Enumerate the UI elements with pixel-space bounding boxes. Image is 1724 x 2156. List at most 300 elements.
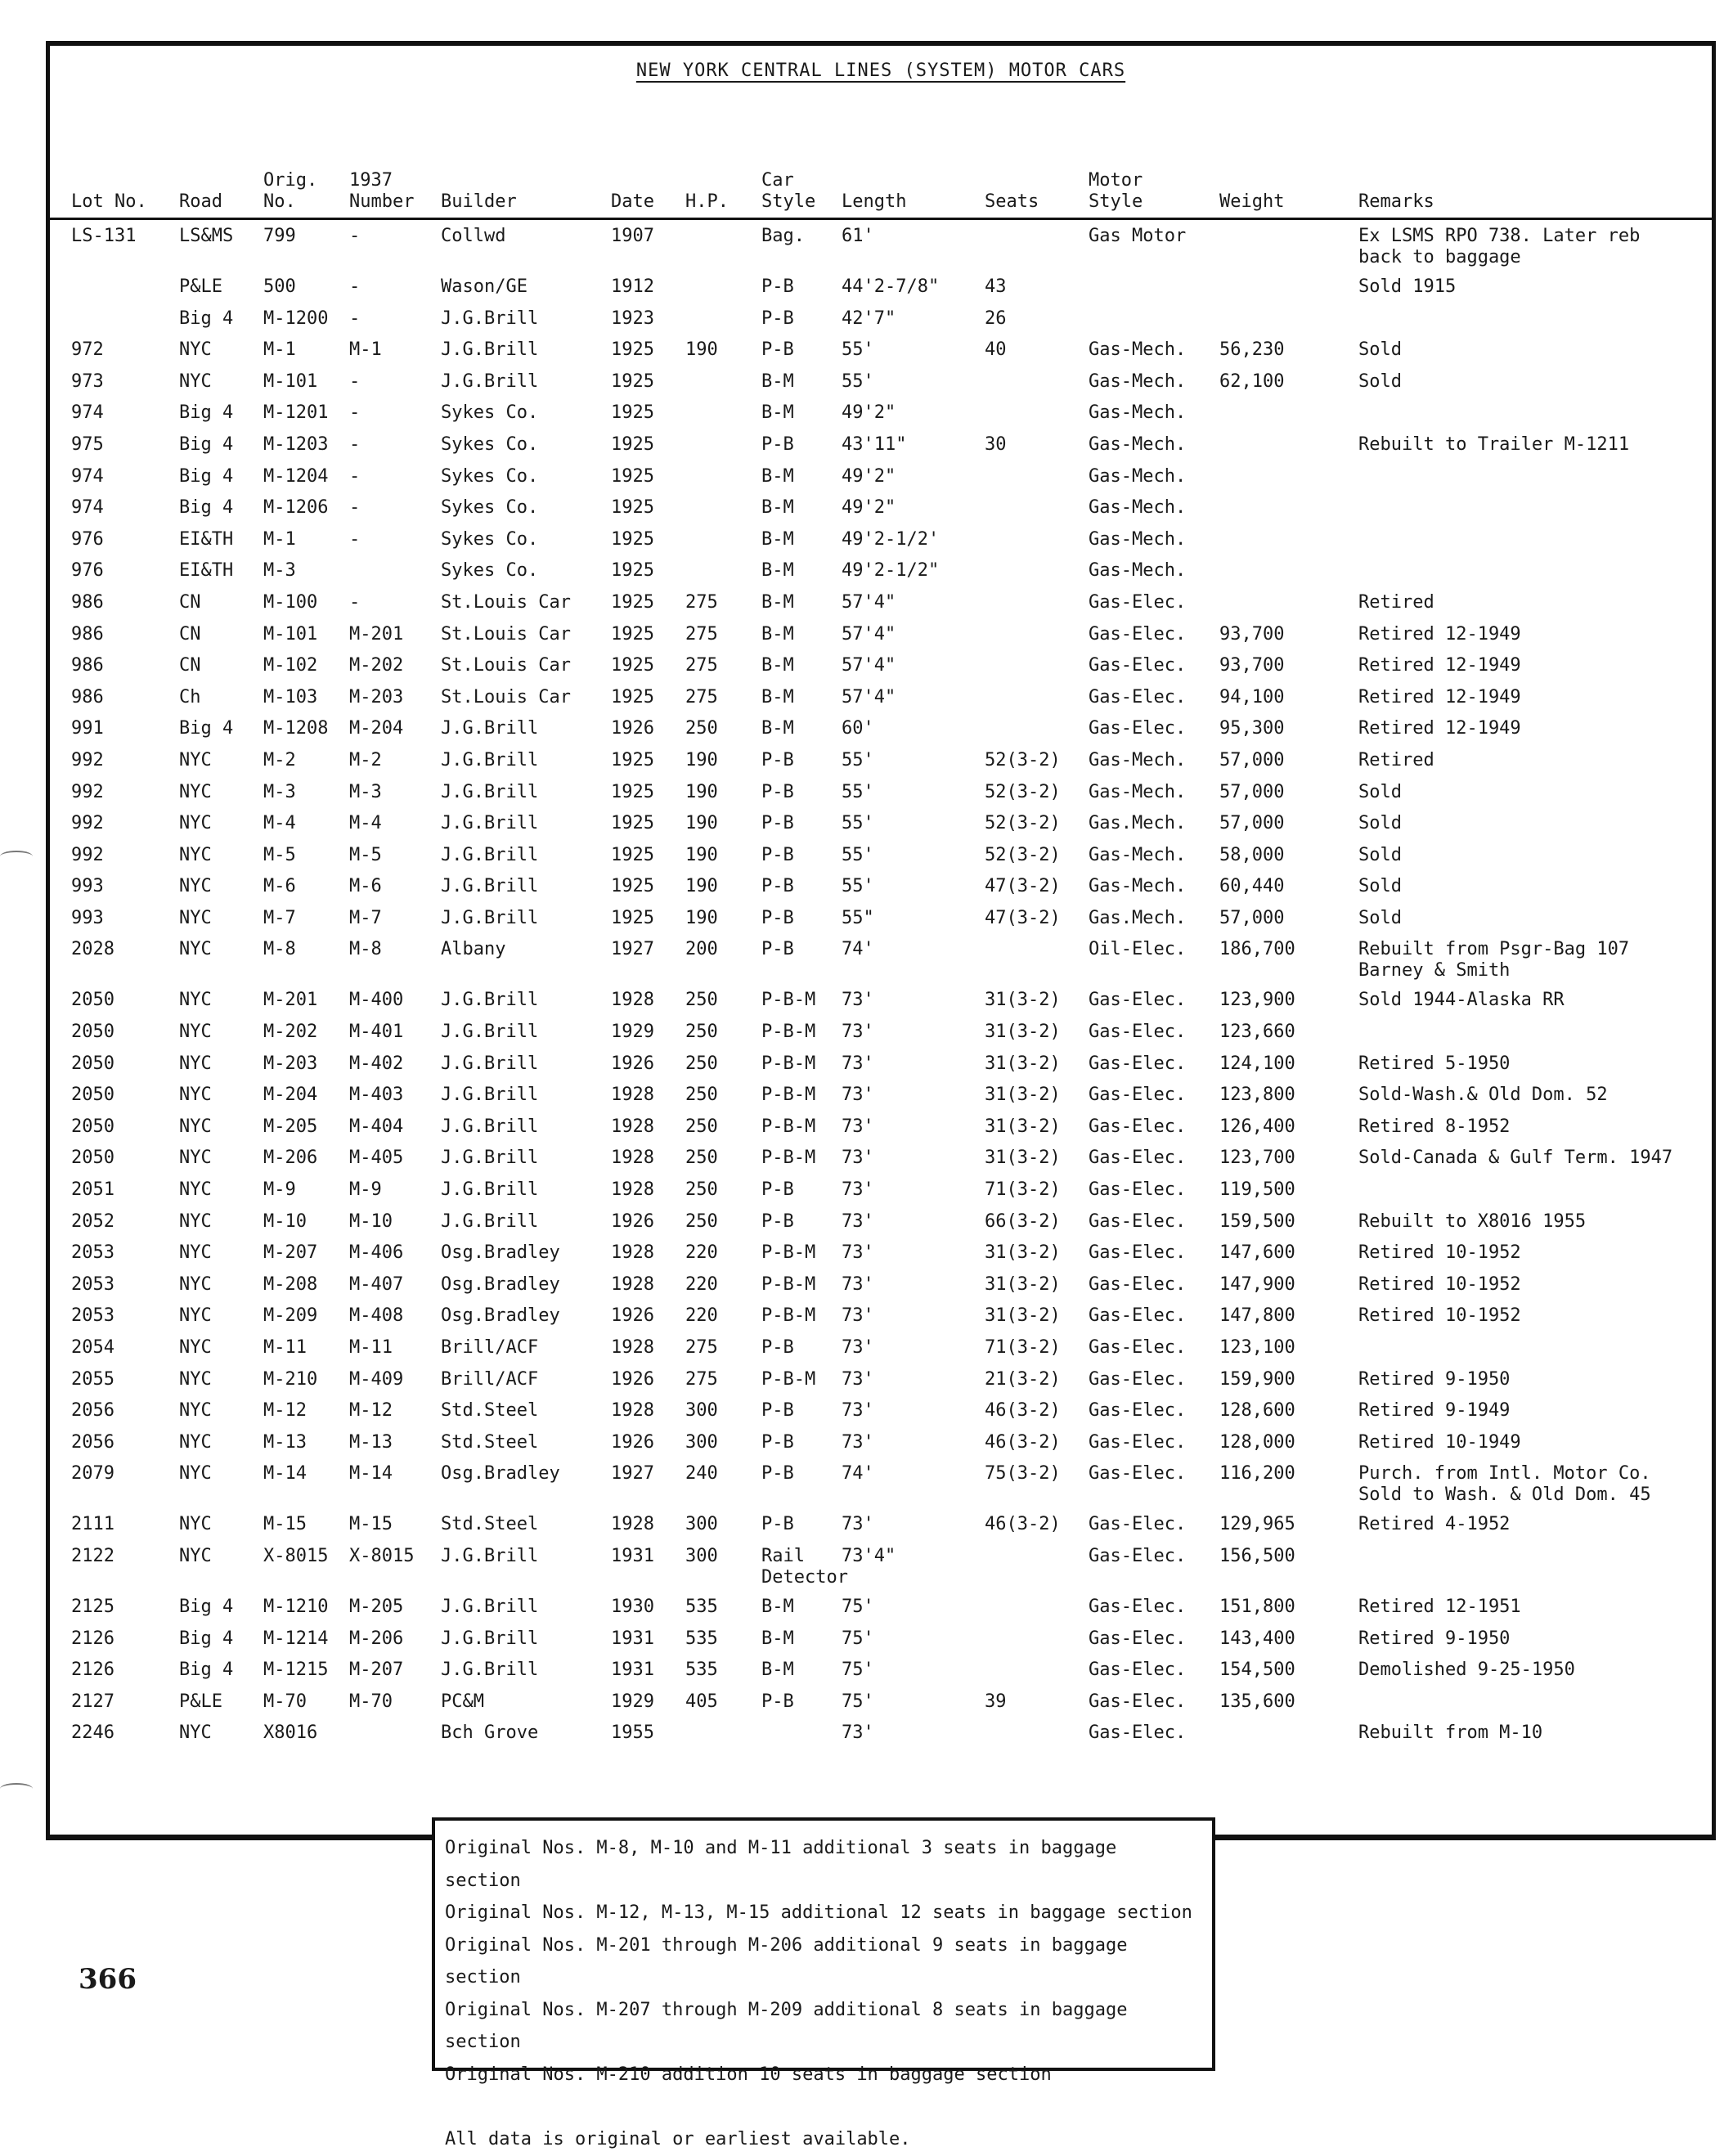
cell-length: 55' [842,813,874,834]
cell-hp: 190 [685,876,718,897]
cell-builder: J.G.Brill [441,1053,539,1074]
cell-remarks: Rebuilt from Psgr-Bag 107 Barney & Smith [1358,939,1630,981]
cell-date: 1926 [611,1368,654,1390]
cell-hp: 275 [685,1337,718,1358]
cell-number-1937: - [349,402,361,424]
cell-road: NYC [179,1514,212,1535]
cell-lot-no: 2050 [71,1085,114,1106]
cell-seats: 75(3-2) [985,1463,1061,1484]
cell-motor-style: Gas-Elec. [1089,1545,1187,1566]
cell-remarks: Retired 12-1949 [1358,718,1521,739]
cell-date: 1931 [611,1545,654,1566]
cell-date: 1928 [611,1242,654,1264]
cell-road: Big 4 [179,465,234,487]
cell-date: 1928 [611,1273,654,1295]
cell-motor-style: Gas-Mech. [1089,371,1187,392]
cell-lot-no: 2028 [71,939,114,960]
cell-seats: 31(3-2) [985,1305,1061,1327]
cell-length: 57'4" [842,655,896,676]
cell-length: 55' [842,876,874,897]
cell-road: NYC [179,939,212,960]
cell-number-1937: M-409 [349,1368,404,1390]
cell-number-1937: - [349,528,361,550]
cell-orig-no: X-8015 [263,1545,329,1566]
cell-orig-no: M-207 [263,1242,318,1264]
cell-seats: 52(3-2) [985,781,1061,802]
cell-car-style: P-B [761,781,794,802]
cell-seats: 31(3-2) [985,1148,1061,1169]
cell-orig-no: M-11 [263,1337,307,1358]
cell-orig-no: M-1203 [263,433,329,455]
cell-orig-no: M-12 [263,1400,307,1422]
cell-lot-no: 2246 [71,1723,114,1744]
table-row [50,750,1712,782]
cell-car-style: B-M [761,1628,794,1649]
cell-builder: St.Louis Car [441,591,571,613]
cell-road: Big 4 [179,1660,234,1681]
cell-builder: Sykes Co. [441,497,539,519]
cell-lot-no: 986 [71,623,104,645]
cell-road: EI&TH [179,560,234,582]
cell-hp: 220 [685,1305,718,1327]
cell-road: NYC [179,1368,212,1390]
cell-seats: 31(3-2) [985,1085,1061,1106]
cell-hp: 535 [685,1628,718,1649]
cell-hp: 190 [685,844,718,865]
punch-hole-mark [0,851,33,862]
cell-lot-no: 974 [71,497,104,519]
cell-orig-no: M-202 [263,1022,318,1043]
cell-weight: 154,500 [1219,1660,1295,1681]
cell-orig-no: M-10 [263,1211,307,1232]
cell-motor-style: Gas-Elec. [1089,591,1187,613]
cell-length: 43'11" [842,433,907,455]
cell-weight: 126,400 [1219,1116,1295,1137]
page-title: NEW YORK CENTRAL LINES (SYSTEM) MOTOR CARS [635,61,1126,81]
cell-number-1937: M-205 [349,1596,404,1617]
cell-lot-no: 2053 [71,1273,114,1295]
cell-lot-no: 972 [71,339,104,361]
cell-number-1937: M-1 [349,339,382,361]
cell-road: NYC [179,1463,212,1484]
cell-road: NYC [179,781,212,802]
note-line: Original Nos. M-12, M-13, M-15 additional 12 seats in baggage section [445,1902,1192,1923]
cell-hp: 200 [685,939,718,960]
cell-hp: 250 [685,1053,718,1074]
cell-orig-no: M-1208 [263,718,329,739]
cell-number-1937: M-5 [349,844,382,865]
cell-orig-no: M-209 [263,1305,318,1327]
cell-number-1937: M-401 [349,1022,404,1043]
cell-car-style: B-M [761,465,794,487]
cell-orig-no: M-14 [263,1463,307,1484]
cell-date: 1931 [611,1628,654,1649]
cell-orig-no: M-4 [263,813,296,834]
cell-builder: J.G.Brill [441,907,539,928]
cell-hp: 190 [685,781,718,802]
cell-date: 1928 [611,1514,654,1535]
page-number: 366 [79,1963,137,1996]
cell-motor-style: Gas.Mech. [1089,907,1187,928]
cell-car-style: B-M [761,560,794,582]
cell-hp: 240 [685,1463,718,1484]
cell-car-style: P-B [761,339,794,361]
cell-date: 1931 [611,1660,654,1681]
cell-orig-no: M-9 [263,1179,296,1201]
cell-length: 49'2-1/2' [842,528,940,550]
motor-cars-table [50,226,1712,1754]
table-row [50,813,1712,845]
cell-seats: 43 [985,276,1007,297]
cell-orig-no: M-101 [263,623,318,645]
cell-orig-no: M-210 [263,1368,318,1390]
cell-seats: 40 [985,339,1007,361]
cell-motor-style: Gas-Elec. [1089,1660,1187,1681]
cell-weight: 186,700 [1219,939,1295,960]
cell-lot-no: LS-131 [71,226,137,246]
cell-hp: 250 [685,1116,718,1137]
cell-builder: PC&M [441,1691,484,1712]
cell-hp: 275 [685,1368,718,1390]
cell-date: 1928 [611,1085,654,1106]
table-row [50,687,1712,719]
cell-length: 75' [842,1596,874,1617]
cell-remarks: Retired 10-1952 [1358,1273,1521,1295]
cell-hp: 220 [685,1242,718,1264]
cell-builder: Std.Steel [441,1400,539,1422]
cell-hp: 190 [685,339,718,361]
cell-car-style: P-B [761,749,794,770]
table-row [50,1400,1712,1432]
cell-motor-style: Gas-Elec. [1089,1273,1187,1295]
cell-motor-style: Gas-Mech. [1089,433,1187,455]
cell-length: 60' [842,718,874,739]
cell-lot-no: 2050 [71,990,114,1011]
cell-lot-no: 976 [71,528,104,550]
cell-hp: 250 [685,1179,718,1201]
cell-length: 73' [842,1273,874,1295]
cell-number-1937: - [349,465,361,487]
cell-number-1937: M-408 [349,1305,404,1327]
cell-hp: 300 [685,1514,718,1535]
cell-road: NYC [179,1053,212,1074]
cell-number-1937: M-404 [349,1116,404,1137]
cell-remarks: Demolished 9-25-1950 [1358,1660,1575,1681]
cell-number-1937: M-405 [349,1148,404,1169]
cell-length: 73' [842,1085,874,1106]
cell-number-1937: M-10 [349,1211,393,1232]
cell-lot-no: 2054 [71,1337,114,1358]
cell-orig-no: M-70 [263,1691,307,1712]
cell-car-style: B-M [761,591,794,613]
cell-lot-no: 992 [71,844,104,865]
cell-car-style: B-M [761,718,794,739]
cell-seats: 31(3-2) [985,1022,1061,1043]
cell-weight: 93,700 [1219,655,1285,676]
cell-remarks: Rebuilt to X8016 1955 [1358,1211,1587,1232]
cell-builder: Sykes Co. [441,465,539,487]
cell-road: CN [179,591,201,613]
cell-weight: 123,660 [1219,1022,1295,1043]
cell-number-1937: M-13 [349,1431,393,1453]
cell-road: NYC [179,1116,212,1137]
table-row [50,1369,1712,1401]
column-header-remarks: Remarks [1358,191,1434,212]
table-row [50,560,1712,592]
cell-remarks: Retired 12-1949 [1358,686,1521,707]
cell-number-1937: M-2 [349,749,382,770]
cell-builder: J.G.Brill [441,844,539,865]
column-header-date: Date [611,191,654,212]
column-header-builder: Builder [441,191,517,212]
cell-road: NYC [179,1242,212,1264]
cell-lot-no: 973 [71,371,104,392]
cell-date: 1925 [611,781,654,802]
cell-builder: J.G.Brill [441,876,539,897]
cell-remarks: Ex LSMS RPO 738. Later reb back to baggage [1358,226,1641,267]
cell-length: 73' [842,1179,874,1201]
cell-seats: 31(3-2) [985,1116,1061,1137]
table-row [50,276,1712,308]
cell-remarks: Retired [1358,749,1434,770]
cell-number-1937: M-201 [349,623,404,645]
cell-motor-style: Gas-Elec. [1089,655,1187,676]
cell-builder: Collwd [441,226,506,246]
cell-motor-style: Gas-Elec. [1089,1514,1187,1535]
cell-car-style: P-B [761,433,794,455]
cell-builder: J.G.Brill [441,990,539,1011]
cell-number-1937: - [349,591,361,613]
cell-lot-no: 976 [71,560,104,582]
column-header-row [50,128,1712,220]
cell-car-style: P-B [761,907,794,928]
cell-date: 1925 [611,813,654,834]
cell-remarks: Retired 9-1949 [1358,1400,1511,1422]
cell-length: 73' [842,1116,874,1137]
cell-length: 44'2-7/8" [842,276,940,297]
cell-motor-style: Gas-Elec. [1089,1628,1187,1649]
note-line: Original Nos. M-8, M-10 and M-11 additional 3 seats in baggage section [445,1838,1117,1891]
cell-orig-no: M-1210 [263,1596,329,1617]
cell-road: NYC [179,1022,212,1043]
cell-builder: Albany [441,939,506,960]
cell-lot-no: 2050 [71,1148,114,1169]
table-row [50,1463,1712,1514]
cell-orig-no: M-3 [263,781,296,802]
cell-length: 73' [842,1368,874,1390]
cell-orig-no: M-5 [263,844,296,865]
cell-length: 57'4" [842,686,896,707]
cell-car-style: P-B-M [761,1085,816,1106]
cell-date: 1926 [611,1305,654,1327]
cell-car-style: B-M [761,497,794,519]
cell-length: 73' [842,1242,874,1264]
cell-hp: 190 [685,813,718,834]
cell-hp: 220 [685,1273,718,1295]
notes-list [445,1832,1202,2091]
cell-length: 55" [842,907,874,928]
cell-motor-style: Gas-Elec. [1089,1305,1187,1327]
cell-date: 1930 [611,1596,654,1617]
cell-car-style: P-B [761,1337,794,1358]
cell-hp: 535 [685,1660,718,1681]
cell-weight: 156,500 [1219,1545,1295,1566]
cell-orig-no: M-2 [263,749,296,770]
cell-hp: 250 [685,990,718,1011]
cell-hp: 275 [685,623,718,645]
notes-spacer [445,2091,1202,2123]
cell-car-style: P-B-M [761,1368,816,1390]
table-row [50,655,1712,687]
cell-lot-no: 993 [71,907,104,928]
cell-road: Big 4 [179,308,234,329]
cell-road: NYC [179,749,212,770]
cell-hp: 535 [685,1596,718,1617]
cell-date: 1929 [611,1691,654,1712]
cell-builder: J.G.Brill [441,781,539,802]
cell-date: 1925 [611,749,654,770]
cell-motor-style: Gas-Elec. [1089,1242,1187,1264]
cell-road: EI&TH [179,528,234,550]
cell-weight: 129,965 [1219,1514,1295,1535]
cell-remarks: Sold 1915 [1358,276,1457,297]
cell-builder: J.G.Brill [441,371,539,392]
cell-orig-no: M-1200 [263,308,329,329]
table-row [50,1514,1712,1546]
cell-builder: J.G.Brill [441,1211,539,1232]
cell-road: CN [179,623,201,645]
cell-date: 1925 [611,907,654,928]
cell-weight: 159,900 [1219,1368,1295,1390]
cell-builder: J.G.Brill [441,749,539,770]
cell-remarks: Purch. from Intl. Motor Co. Sold to Wash. & Old Dom. 45 [1358,1463,1651,1506]
cell-weight: 56,230 [1219,339,1285,361]
cell-date: 1955 [611,1723,654,1744]
cell-orig-no: X8016 [263,1723,318,1744]
cell-motor-style: Gas-Elec. [1089,1337,1187,1358]
table-row [50,1211,1712,1243]
cell-road: NYC [179,1179,212,1201]
cell-date: 1928 [611,1148,654,1169]
cell-builder: J.G.Brill [441,1545,539,1566]
cell-number-1937: M-15 [349,1514,393,1535]
cell-length: 55' [842,749,874,770]
cell-orig-no: M-206 [263,1148,318,1169]
cell-length: 73' [842,1211,874,1232]
cell-number-1937: M-206 [349,1628,404,1649]
cell-motor-style: Gas-Mech. [1089,465,1187,487]
cell-number-1937: M-12 [349,1400,393,1422]
cell-seats: 71(3-2) [985,1337,1061,1358]
cell-lot-no: 2126 [71,1660,114,1681]
cell-date: 1926 [611,1211,654,1232]
cell-length: 73' [842,1337,874,1358]
note-line: Original Nos. M-210 addition 10 seats in baggage section [445,2064,1052,2085]
cell-road: Big 4 [179,718,234,739]
cell-remarks: Retired 10-1952 [1358,1242,1521,1264]
cell-builder: St.Louis Car [441,623,571,645]
table-row [50,1546,1712,1597]
cell-orig-no: 500 [263,276,296,297]
table-row [50,1660,1712,1691]
cell-number-1937: M-70 [349,1691,393,1712]
cell-date: 1925 [611,371,654,392]
cell-car-style: B-M [761,686,794,707]
cell-orig-no: M-204 [263,1085,318,1106]
cell-orig-no: M-6 [263,876,296,897]
table-row [50,876,1712,908]
cell-lot-no: 2056 [71,1400,114,1422]
cell-length: 73' [842,1400,874,1422]
cell-seats: 52(3-2) [985,749,1061,770]
cell-weight: 123,800 [1219,1085,1295,1106]
table-row [50,1723,1712,1754]
cell-motor-style: Gas-Elec. [1089,718,1187,739]
cell-lot-no: 992 [71,781,104,802]
cell-remarks: Sold [1358,907,1402,928]
cell-lot-no: 2050 [71,1053,114,1074]
cell-remarks: Retired 5-1950 [1358,1053,1511,1074]
cell-remarks: Sold-Wash.& Old Dom. 52 [1358,1085,1608,1106]
cell-date: 1925 [611,497,654,519]
cell-seats: 47(3-2) [985,876,1061,897]
cell-hp: 250 [685,1085,718,1106]
cell-weight: 128,600 [1219,1400,1295,1422]
cell-remarks: Retired 12-1949 [1358,623,1521,645]
cell-builder: Wason/GE [441,276,528,297]
cell-motor-style: Gas-Mech. [1089,528,1187,550]
cell-date: 1925 [611,339,654,361]
cell-road: NYC [179,1305,212,1327]
column-header-lot-no: Lot No. [71,191,147,212]
table-row [50,1337,1712,1369]
cell-weight: 57,000 [1219,781,1285,802]
table-row [50,592,1712,624]
cell-weight: 123,100 [1219,1337,1295,1358]
cell-number-1937: M-407 [349,1273,404,1295]
cell-length: 74' [842,1463,874,1484]
cell-number-1937: M-6 [349,876,382,897]
cell-road: NYC [179,876,212,897]
cell-remarks: Retired 10-1949 [1358,1431,1521,1453]
cell-remarks: Retired 12-1949 [1358,655,1521,676]
cell-car-style: P-B [761,276,794,297]
cell-lot-no: 992 [71,813,104,834]
cell-weight: 124,100 [1219,1053,1295,1074]
cell-hp: 405 [685,1691,718,1712]
cell-length: 75' [842,1660,874,1681]
cell-length: 57'4" [842,623,896,645]
table-row [50,1179,1712,1211]
cell-remarks: Sold [1358,876,1402,897]
cell-length: 74' [842,939,874,960]
cell-date: 1929 [611,1022,654,1043]
cell-weight: 116,200 [1219,1463,1295,1484]
cell-number-1937: - [349,371,361,392]
cell-motor-style: Gas Motor [1089,226,1187,246]
cell-car-style: P-B [761,1211,794,1232]
cell-seats: 31(3-2) [985,1053,1061,1074]
cell-number-1937: M-202 [349,655,404,676]
cell-road: P&LE [179,1691,222,1712]
cell-road: Big 4 [179,1628,234,1649]
cell-car-style: B-M [761,402,794,424]
cell-lot-no: 2122 [71,1545,114,1566]
table-row [50,718,1712,750]
cell-date: 1925 [611,876,654,897]
table-row [50,845,1712,877]
cell-length: 73' [842,1305,874,1327]
